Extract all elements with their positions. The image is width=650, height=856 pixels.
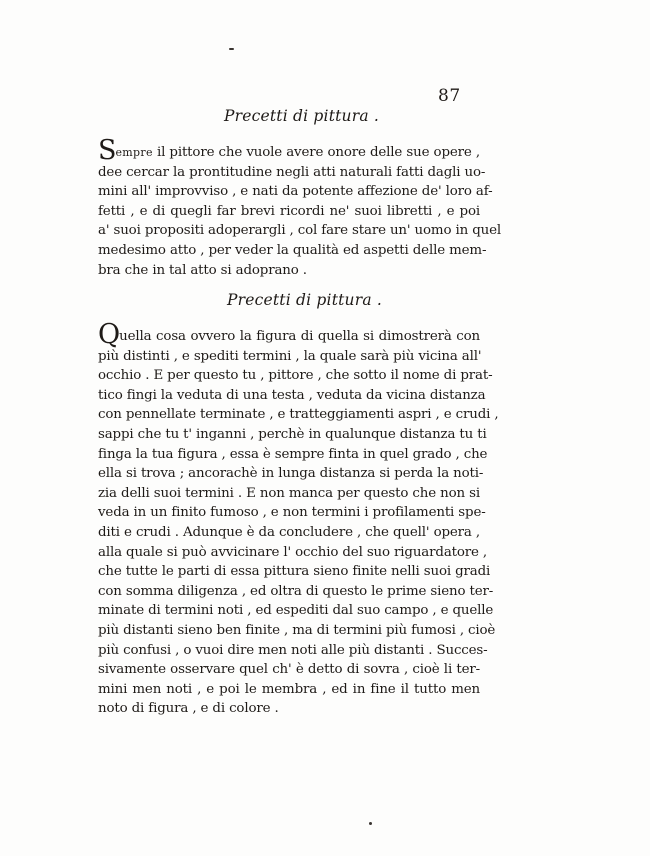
page-number: 87 <box>438 86 461 106</box>
text-line: sappi che tu t' inganni , perchè in qualunque distanza tu ti <box>98 426 487 442</box>
section-heading: Precetti di pittura . <box>224 107 380 125</box>
text-line: alla quale si può avvicinare l' occhio del suo riguardatore , <box>98 544 488 560</box>
text-line <box>98 135 480 166</box>
paragraph <box>98 319 499 719</box>
text-line: con somma diligenza , ed oltra di questo le prime sieno ter- <box>98 583 494 599</box>
text-line: minate di termini noti , ed espediti dal suo campo , e quelle <box>98 603 494 619</box>
text-line: con pennellate terminate , e tratteggiamenti aspri , e crudi , <box>98 407 499 423</box>
text-line: mini men noti , e poi le membra , ed in fine il tutto men <box>98 681 480 697</box>
ink-mark <box>229 48 234 50</box>
paragraph <box>98 135 502 280</box>
ink-mark <box>369 822 372 825</box>
text-line: tico fingi la veduta di una testa , veduta da vicina distanza <box>98 387 486 403</box>
text-line: che tutte le parti di essa pittura sieno finite nelli suoi gradi <box>98 564 491 580</box>
text-line <box>98 319 480 350</box>
text-line: mini all' improvviso , e nati da potente affezione de' loro af- <box>98 184 493 200</box>
text-line: diti e crudi . Adunque è da concludere , che quell' opera , <box>98 524 480 540</box>
text-line: noto di figura , e di colore . <box>98 701 279 717</box>
text-line: fetti , e di quegli far brevi ricordi ne' suoi libretti , e poi <box>98 203 480 219</box>
text-line: zia delli suoi termini . E non manca per questo che non si <box>98 485 480 501</box>
text-line: a' suoi propositi adoperargli , col fare stare un' uomo in quel <box>98 223 502 239</box>
drop-cap: Q <box>98 319 120 350</box>
text-line: più distanti sieno ben finite , ma di termini più fumosi , cioè <box>98 622 496 638</box>
text-line: bra che in tal atto si adoprano . <box>98 262 307 278</box>
small-caps-word: empre <box>115 146 153 159</box>
section-heading: Precetti di pittura . <box>227 291 383 309</box>
line-text: uella cosa ovvero la figura di quella si dimostrerà con <box>119 329 480 344</box>
drop-cap: S <box>98 135 116 166</box>
text-line: medesimo atto , per veder la qualità ed aspetti delle mem- <box>98 242 487 258</box>
text-line: occhio . E per questo tu , pittore , che sotto il nome di prat- <box>98 368 493 384</box>
text-line: ella si trova ; ancorachè in lunga distanza si perda la noti- <box>98 466 484 482</box>
text-line: più confusi , o vuoi dire men noti alle più distanti . Succes- <box>98 642 488 658</box>
text-line: dee cercar la prontitudine negli atti naturali fatti dagli uo- <box>98 164 486 180</box>
text-line: più distinti , e spediti termini , la quale sarà più vicina all' <box>98 348 482 364</box>
text-line: veda in un finito fumoso , e non termini i profilamenti spe- <box>98 505 486 521</box>
text-line: finga la tua figura , essa è sempre finta in quel grado , che <box>98 446 488 462</box>
line-text: il pittore che vuole avere onore delle sue opere , <box>152 145 480 160</box>
text-line: sivamente osservare quel ch' è detto di sovra , cioè li ter- <box>98 662 480 678</box>
